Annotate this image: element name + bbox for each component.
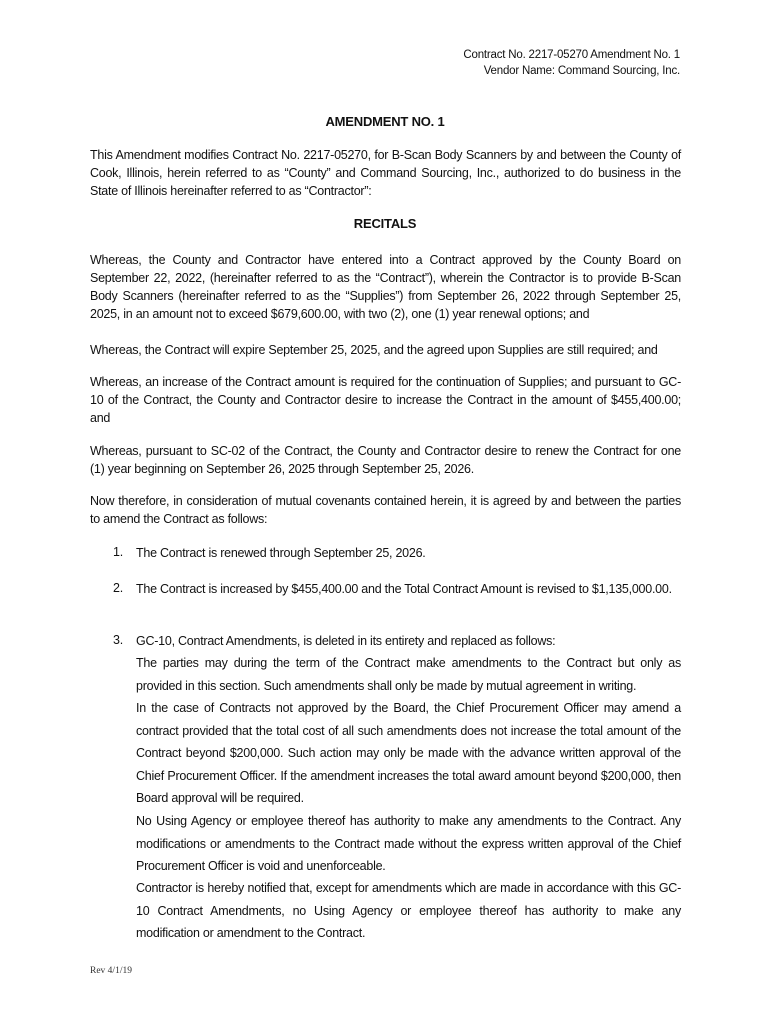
gc10-paragraph: The parties may during the term of the Contract make amendments to the Contract but only as provided in this section. Such amendments shall only be made by mutual agreement in writing.: [136, 656, 681, 693]
gc10-paragraph: In the case of Contracts not approved by the Board, the Chief Procurement Officer may amend a contract provided that the total cost of all such amendments does not increase the total amount of the Contract beyond $200,000. Such action may only be made with the advance written approval of the Chief Procurement Officer. If the amendment increases the total award amount beyond $200,000, then Board approval will be required.: [136, 701, 681, 805]
document-header: [463, 47, 680, 79]
gc10-paragraph: Contractor is hereby notified that, except for amendments which are made in accordance with this GC-10 Contract Amendments, no Using Agency or employee thereof has authority to make any modification or amendment to the Contract.: [136, 881, 681, 940]
contract-number-line: Contract No. 2217-05270 Amendment No. 1: [463, 49, 680, 61]
amendment-title: AMENDMENT NO. 1: [325, 114, 445, 129]
vendor-name-line: Vendor Name: Command Sourcing, Inc.: [483, 65, 680, 77]
recital-paragraph: Whereas, the Contract will expire September 25, 2025, and the agreed upon Supplies are still required; and: [90, 343, 658, 357]
item-number: 2.: [113, 581, 124, 595]
list-item: The Contract is increased by $455,400.00 and the Total Contract Amount is revised to $1,135,000.00.: [136, 582, 672, 596]
gc10-paragraph: No Using Agency or employee thereof has authority to make any amendments to the Contract. Any modifications or amendments to the Contract made without the express written approval of the Chief Procurement Officer is void and unenforceable.: [136, 814, 681, 873]
revision-footer: Rev 4/1/19: [90, 966, 132, 976]
now-therefore-paragraph: Now therefore, in consideration of mutual covenants contained herein, it is agreed by and between the parties to amend the Contract as follows:: [90, 494, 681, 526]
item-number: 1.: [113, 545, 124, 559]
recital-paragraph: Whereas, the County and Contractor have entered into a Contract approved by the County Board on September 22, 2022, (hereinafter referred to as the “Contract”), wherein the Contractor is to provide B-Scan Body Scanners (hereinafter referred to as the “Supplies”) from September 26, 2022 through September 25, 2025, in an amount not to exceed $679,600.00, with two (2), one (1) year renewal options; and: [90, 253, 681, 321]
list-item: The Contract is renewed through September 25, 2026.: [136, 546, 426, 560]
recital-paragraph: Whereas, pursuant to SC-02 of the Contract, the County and Contractor desire to renew the Contract for one (1) year beginning on September 26, 2025 through September 25, 2026.: [90, 444, 681, 476]
recital-paragraph: Whereas, an increase of the Contract amount is required for the continuation of Supplies; and pursuant to GC-10 of the Contract, the County and Contractor desire to increase the Contract in the amount of $455,400.00; and: [90, 375, 681, 425]
recitals-heading: RECITALS: [353, 216, 417, 231]
list-item: GC-10, Contract Amendments, is deleted in its entirety and replaced as follows:: [136, 634, 556, 648]
intro-paragraph: This Amendment modifies Contract No. 2217-05270, for B-Scan Body Scanners by and between the County of Cook, Illinois, herein referred to as “County” and Command Sourcing, Inc., authorized to do business in the State of Illinois hereinafter referred to as “Contractor”:: [90, 148, 681, 198]
item-number: 3.: [113, 633, 124, 647]
